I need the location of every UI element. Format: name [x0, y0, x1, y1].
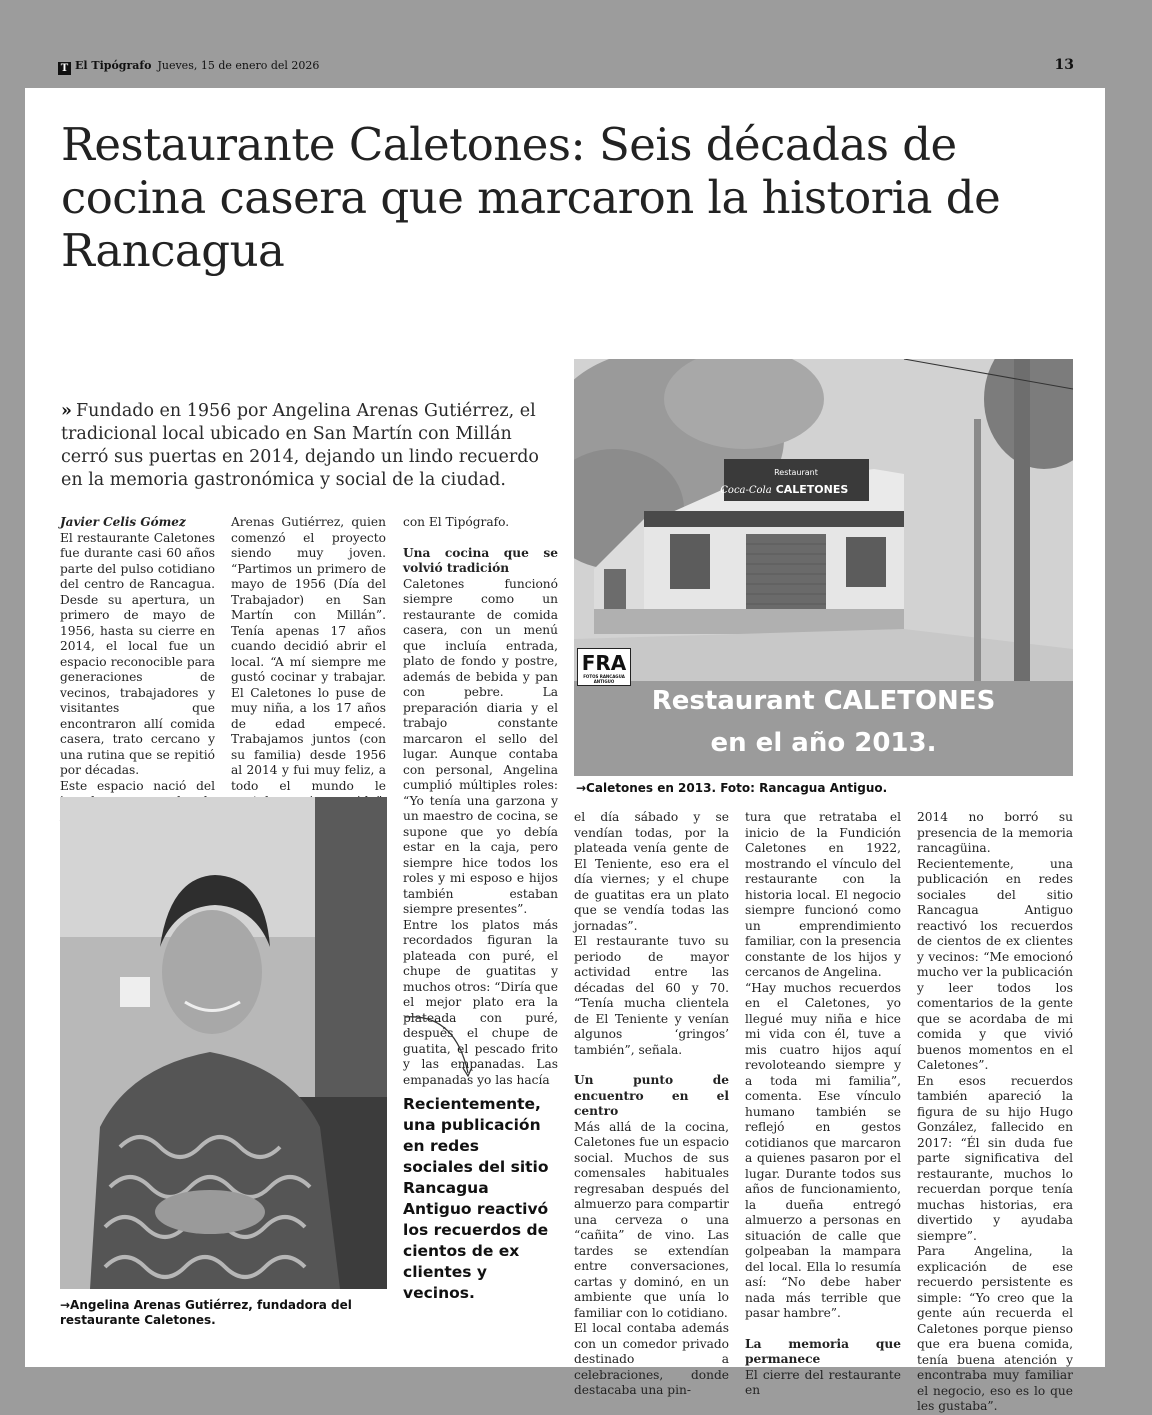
article-column-4	[574, 810, 729, 1399]
article-column-2	[231, 515, 386, 825]
page-number: 13	[1054, 57, 1074, 73]
paragraph: El restaurante Caletones fue durante casi 60 años parte del pulso cotidiano del centro de Rancagua. Desde su apertura, un primero de mayo de 1956, hasta su cierre en 2014, el local fue un espacio reconocible para generaciones de vecinos, trabajadores y visitantes que encontraron allí comida casera, trato cercano y una rutina que se repitió por décadas.	[60, 530, 215, 777]
paragraph: Para Angelina, la explicación de ese recuerdo persistente es simple: “Yo creo que la gente aún recuerda el Caletones porque pienso que era buena comida, tenía buena atención y encontraba muy familiar el negocio, eso es lo que les gustaba”.	[917, 1244, 1073, 1413]
lead-text: Fundado en 1956 por Angelina Arenas Gutiérrez, el tradicional local ubicado en San Martín con Millán cerró sus puertas en 2014, dejando un lindo recuerdo en la memoria gastronómica y social de la ciudad.	[61, 401, 539, 490]
paragraph: con El Tipógrafo.	[403, 515, 510, 529]
article-lead	[61, 400, 551, 492]
paragraph: En esos recuerdos también apareció la figura de su hijo Hugo González, fallecido en 2017: “Él sin duda fue parte significativa del restaurante, muchos lo recuerdan porque tenía muchas historias, era divertido y ayudaba siempre”.	[917, 1073, 1073, 1243]
paragraph: “Hay muchos recuerdos en el Caletones, yo llegué muy niña e hice mi vida con él, tuve a mis cuatro hijos aquí revoloteando siempre y a toda mi familia”, comenta. Ese vínculo humano también se reflejó en gestos cotidianos que marcaron a quienes pasaron por el lugar. Durante todos sus años de funcionamiento, la dueña entregó almuerzo a personas en situación de calle que golpeaban la mampara del local. Ella lo resumía así: “No debe haber nada más terrible que pasar hambre”.	[745, 980, 901, 1320]
lead-marker-icon: »	[61, 401, 72, 421]
restaurant-photo	[574, 359, 1073, 776]
svg-text:CALETONES: CALETONES	[775, 483, 849, 496]
article-column-6	[917, 810, 1073, 1415]
byline: Javier Celis Gómez	[60, 515, 186, 529]
photo-banner-title: Restaurant CALETONES	[651, 686, 996, 716]
paragraph: el día sábado y se vendían todas, por la plateada venía gente de El Teniente, eso era el día viernes; y el chupe de guatitas era un plato que se vendía todas las jornadas”.	[574, 810, 729, 933]
paragraph: El cierre del restaurante en	[745, 1367, 901, 1397]
paragraph: Más allá de la cocina, Caletones fue un espacio social. Muchos de sus comensales habituales regresaban después del almuerzo para compartir una cerveza o una “cañita” de vino. Las tardes se extendían entre conversaciones, cartas y dominó, en un ambiente que unía lo familiar con lo cotidiano.	[574, 1119, 729, 1320]
paragraph: Caletones funcionó siempre como un restaurante de comida casera, con un menú que incluía entrada, plato de fondo y postre, además de bebida y pan con pebre. La preparación diaria y el trabajo constante marcaron el sello del lugar. Aunque contaba con personal, Angelina cumplió múltiples roles: “Yo tenía una garzona y un maestro de cocina, se supone que yo debía estar en la caja, pero siempre hice todos los roles y mi esposo e hijos también estaban siempre presentes”.	[403, 576, 558, 916]
subhead: Un punto de encuentro en el centro	[574, 1073, 729, 1118]
article-column-5	[745, 810, 901, 1399]
article-column-1	[60, 515, 215, 825]
paragraph: Arenas Gutiérrez, quien comenzó el proyecto siendo muy joven. “Partimos un primero de mayo de 1956 (Día del Trabajador) en San Martín con Millán”. Tenía apenas 17 años cuando decidió abrir el local. “A mí siempre me gustó cocinar y trabajar. El Caletones lo puse de muy niña, a los 17 años de edad empecé. Trabajamos juntos (con su familia) desde 1956 al 2014 y fui muy feliz, a todo el mundo le	[231, 515, 386, 793]
subhead: Una cocina que se volvió tradición	[403, 545, 558, 575]
issue-date: Jueves, 15 de enero del 2026	[157, 59, 320, 72]
curved-arrow-icon	[405, 1013, 485, 1083]
article-headline: Restaurante Caletones: Seis décadas de cocina casera que marcaron la historia de Rancagua	[61, 118, 1001, 277]
svg-text:Coca-Cola: Coca-Cola	[720, 485, 772, 496]
pull-quote: Recientemente, una publicación en redes sociales del sitio Rancagua Antiguo reactivó los recuerdos de cientos de ex clientes y vecinos.	[403, 1095, 549, 1302]
paragraph: Entre los platos más recordados figuran la plateada con puré, el chupe de guatitas y muchos otros: “Diría que el mejor plato era la plateada con puré, después el chupe de guatita, el pescado frito y las empanadas. Las empanadas yo las hacía	[403, 917, 558, 1087]
subhead: La memoria que permanece	[745, 1336, 901, 1366]
portrait-illustration	[60, 797, 387, 1289]
paragraph: Este espacio nació del	[60, 778, 215, 793]
paragraph: tura que retrataba el inicio de la Fundición Caletones en 1922, mostrando el vínculo del restaurante con la historia local. El negocio siempre funcionó como un emprendimiento familiar, con la presencia constante de los hijos y cercanos de Angelina.	[745, 810, 901, 979]
paragraph: El restaurante tuvo su periodo de mayor actividad entre las décadas del 60 y 70. “Tenía mucha clientela de El Teniente y venían algunos ‘gringos’ también”, señala.	[574, 934, 729, 1057]
newspaper-logo-icon: T	[58, 62, 71, 75]
masthead	[58, 59, 1074, 79]
newspaper-name: El Tipógrafo	[75, 59, 152, 72]
photo-banner-subtitle: en el año 2013.	[710, 728, 937, 758]
newspaper-page	[25, 88, 1105, 1413]
paragraph: 2014 no borró su presencia de la memoria rancagüina. Recientemente, una publicación en redes sociales del sitio Rancagua Antiguo reactivó los recuerdos de cientos de ex clientes y vecinos: “Me emocionó mucho ver la publicación y leer todos los comentarios de la gente que se acordaba de mi comida y que vivió buenos momentos en el Caletones”.	[917, 810, 1073, 1072]
svg-text:Restaurant: Restaurant	[774, 468, 818, 477]
portrait-caption: →Angelina Arenas Gutiérrez, fundadora del restaurante Caletones.	[60, 1298, 352, 1327]
article-column-3	[403, 515, 558, 1088]
paragraph: El local contaba además con un comedor privado destinado a celebraciones, donde destacaba una pin-	[574, 1321, 729, 1397]
restaurant-photo-caption: →Caletones en 2013. Foto: Rancagua Antiguo.	[576, 781, 888, 795]
fra-logo: FRA FOTOS RANCAGUA ANTIGUO	[577, 648, 631, 686]
portrait-photo	[60, 797, 387, 1289]
